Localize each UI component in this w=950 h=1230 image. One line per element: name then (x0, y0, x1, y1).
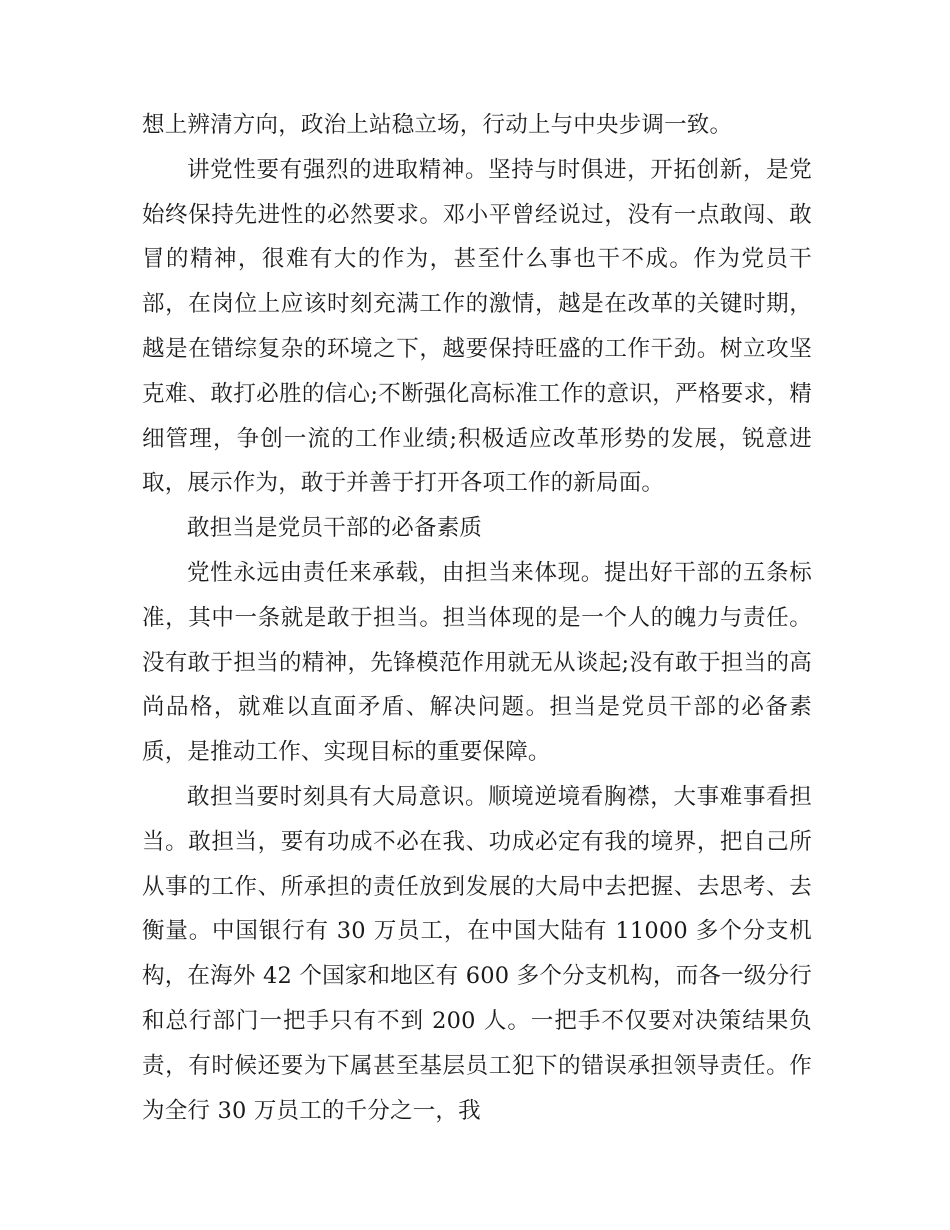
section-heading: 敢担当是党员干部的必备素质 (187, 515, 483, 542)
paragraph-big-picture: 敢担当要时刻具有大局意识。顺境逆境看胸襟，大事难事看担当。敢担当，要有功成不必在我、功成必定有我的境界，把自己所从事的工作、所承担的责任放到发展的大局中去把握、去思考、去衡量。中国银行有 30 万员工，在中国大陆有 11000 多个分支机构，在海外 42 个国家和地区有 600 多个分支机构，而各一级分行和总行部门一把手只有不到 200 人。一把手不仅要对决策结果负责，有时候还要为下属甚至基层员工犯下的错误承担领导责任。作为全行 30 万员工的千分之一，我 (142, 783, 812, 1124)
paragraph-continuation: 想上辨清方向，政治上站稳立场，行动上与中央步调一致。 (142, 112, 733, 138)
document-body (142, 103, 812, 1133)
paragraph-progressive-spirit: 讲党性要有强烈的进取精神。坚持与时俱进，开拓创新，是党始终保持先进性的必然要求。邓小平曾经说过，没有一点敢闯、敢冒的精神，很难有大的作为，甚至什么事也干不成。作为党员干部，在岗位上应该时刻充满工作的激情，越是在改革的关键时期，越是在错综复杂的环境之下，越要保持旺盛的工作干劲。树立攻坚克难、敢打必胜的信心;不断强化高标准工作的意识，严格要求，精细管理，争创一流的工作业绩;积极适应改革形势的发展，锐意进取，展示作为，敢于并善于打开各项工作的新局面。 (142, 156, 812, 497)
paragraph-responsibility: 党性永远由责任来承载，由担当来体现。提出好干部的五条标准，其中一条就是敢于担当。担当体现的是一个人的魄力与责任。没有敢于担当的精神，先锋模范作用就无从谈起;没有敢于担当的高尚品格，就难以直面矛盾、解决问题。担当是党员干部的必备素质，是推动工作、实现目标的重要保障。 (142, 559, 812, 766)
